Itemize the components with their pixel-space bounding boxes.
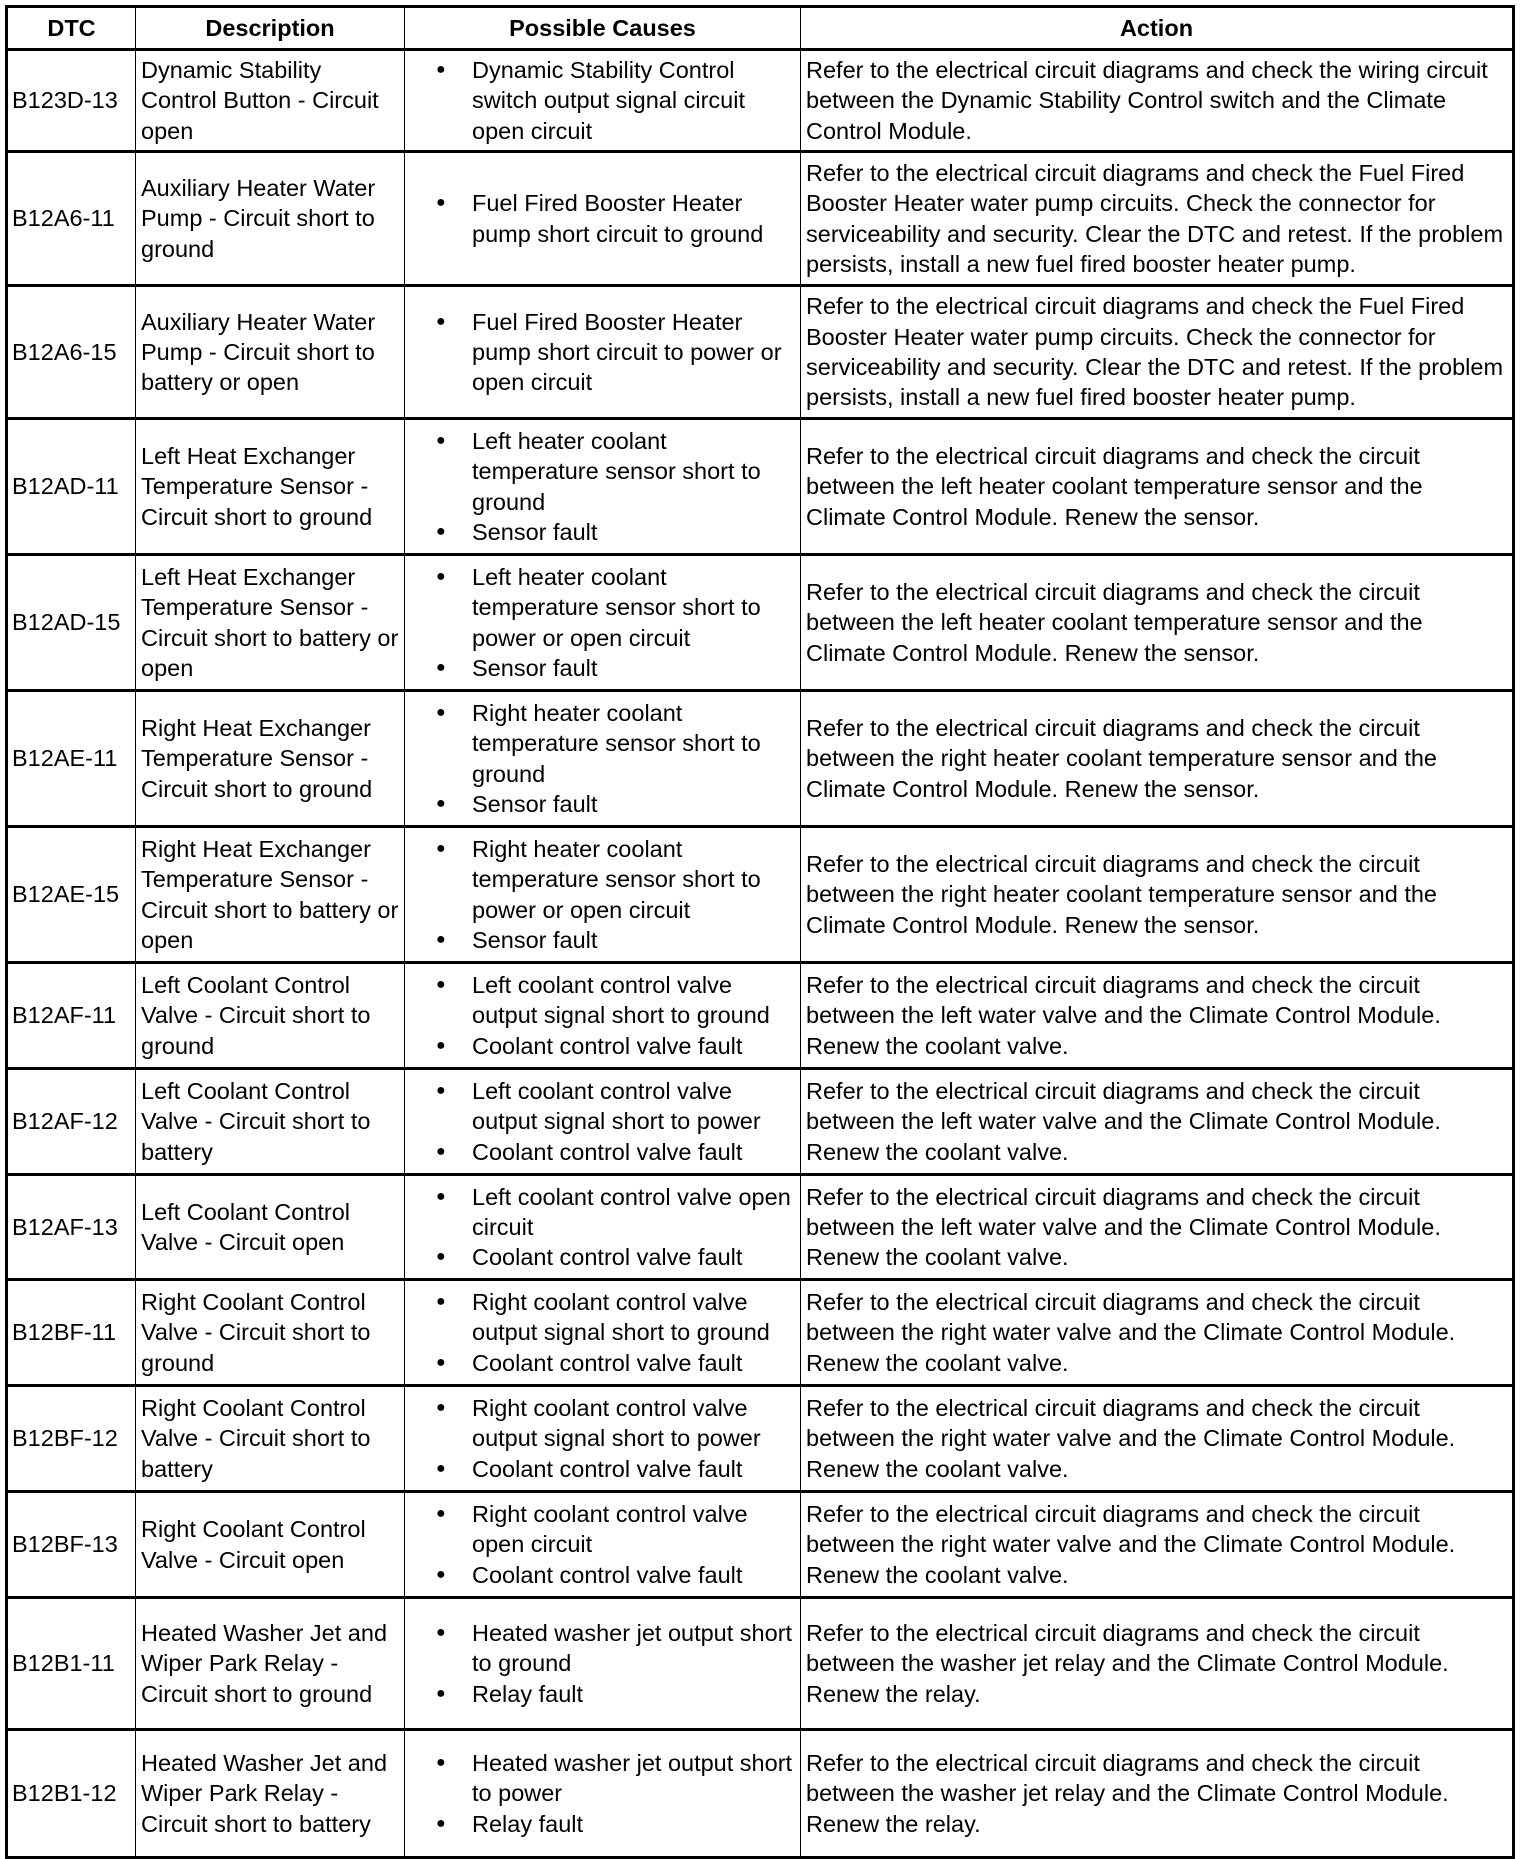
cause-item	[436, 1393, 795, 1454]
dtc-description: Heated Washer Jet and Wiper Park Relay - Circuit short to ground	[136, 1598, 405, 1730]
causes-list	[410, 426, 795, 547]
cause-item	[436, 653, 795, 683]
header-description: Description	[136, 7, 405, 50]
dtc-description: Left Coolant Control Valve - Circuit short to battery	[136, 1069, 405, 1175]
dtc-code: B12AE-11	[7, 691, 136, 827]
dtc-action: Refer to the electrical circuit diagrams and check the circuit between the left water valve and the Climate Control Module. Renew the coolant valve.	[801, 1069, 1514, 1175]
causes-list	[410, 1287, 795, 1378]
bullet-icon: ●	[436, 658, 446, 676]
table-row	[7, 1386, 1514, 1492]
bullet-icon: ●	[436, 1248, 446, 1266]
dtc-description: Heated Washer Jet and Wiper Park Relay - Circuit short to battery	[136, 1730, 405, 1858]
cause-item	[436, 307, 795, 398]
cause-text: Coolant control valve fault	[472, 1032, 743, 1059]
cause-item	[436, 1348, 795, 1378]
dtc-description: Right Heat Exchanger Temperature Sensor - Circuit short to ground	[136, 691, 405, 827]
causes-list	[410, 1499, 795, 1590]
cause-text: Left coolant control valve open circuit	[472, 1183, 791, 1240]
dtc-action: Refer to the electrical circuit diagrams and check the circuit between the left heater coolant temperature sensor and the Climate Control Module. Renew the sensor.	[801, 555, 1514, 691]
dtc-action: Refer to the electrical circuit diagrams and check the circuit between the left water valve and the Climate Control Module. Renew the coolant valve.	[801, 963, 1514, 1069]
cause-item	[436, 188, 795, 249]
dtc-description: Right Coolant Control Valve - Circuit short to ground	[136, 1280, 405, 1386]
table-row	[7, 1069, 1514, 1175]
bullet-icon: ●	[436, 1082, 446, 1100]
dtc-code: B123D-13	[7, 50, 136, 152]
bullet-icon: ●	[436, 522, 446, 540]
cause-item	[436, 1560, 795, 1590]
cause-text: Right coolant control valve output signal short to ground	[472, 1289, 770, 1346]
dtc-action: Refer to the electrical circuit diagrams and check the circuit between the washer jet relay and the Climate Control Module. Renew the relay.	[801, 1598, 1514, 1730]
bullet-icon: ●	[436, 1505, 446, 1523]
dtc-description: Left Coolant Control Valve - Circuit short to ground	[136, 963, 405, 1069]
possible-causes	[405, 1598, 801, 1730]
cause-item	[436, 1287, 795, 1348]
cause-item	[436, 1809, 795, 1839]
table-row	[7, 691, 1514, 827]
bullet-icon: ●	[436, 794, 446, 812]
dtc-action: Refer to the electrical circuit diagrams and check the circuit between the left heater coolant temperature sensor and the Climate Control Module. Renew the sensor.	[801, 419, 1514, 555]
table-row	[7, 1730, 1514, 1858]
table-row	[7, 1280, 1514, 1386]
possible-causes	[405, 827, 801, 963]
dtc-code: B12AE-15	[7, 827, 136, 963]
dtc-description: Left Heat Exchanger Temperature Sensor - Circuit short to ground	[136, 419, 405, 555]
dtc-description: Right Coolant Control Valve - Circuit short to battery	[136, 1386, 405, 1492]
possible-causes	[405, 1492, 801, 1598]
causes-list	[410, 698, 795, 819]
table-row	[7, 1492, 1514, 1598]
dtc-action: Refer to the electrical circuit diagrams and check the Fuel Fired Booster Heater water pump circuits. Check the connector for serviceability and security. Clear the DTC and retest. If the problem persists, install a new fuel fired booster heater pump.	[801, 152, 1514, 286]
possible-causes	[405, 691, 801, 827]
table-row	[7, 152, 1514, 286]
cause-text: Coolant control valve fault	[472, 1561, 743, 1588]
dtc-code: B12A6-15	[7, 286, 136, 419]
cause-item	[436, 1076, 795, 1137]
table-body	[7, 50, 1514, 1858]
bullet-icon: ●	[436, 1624, 446, 1642]
cause-text: Heated washer jet output short to ground	[472, 1620, 793, 1677]
cause-text: Left heater coolant temperature sensor short to power or open circuit	[472, 563, 761, 651]
possible-causes	[405, 419, 801, 555]
bullet-icon: ●	[436, 930, 446, 948]
dtc-code: B12AD-15	[7, 555, 136, 691]
possible-causes	[405, 1175, 801, 1280]
dtc-code: B12A6-11	[7, 152, 136, 286]
dtc-code: B12BF-13	[7, 1492, 136, 1598]
header-dtc: DTC	[7, 7, 136, 50]
bullet-icon: ●	[436, 1754, 446, 1772]
dtc-description: Dynamic Stability Control Button - Circuit open	[136, 50, 405, 152]
cause-item	[436, 1242, 795, 1272]
cause-item	[436, 698, 795, 789]
cause-text: Coolant control valve fault	[472, 1455, 743, 1482]
bullet-icon: ●	[436, 1565, 446, 1583]
possible-causes	[405, 555, 801, 691]
possible-causes	[405, 1730, 801, 1858]
cause-item	[436, 1137, 795, 1167]
cause-item	[436, 925, 795, 955]
bullet-icon: ●	[436, 1459, 446, 1477]
dtc-description: Left Coolant Control Valve - Circuit open	[136, 1175, 405, 1280]
bullet-icon: ●	[436, 1684, 446, 1702]
bullet-icon: ●	[436, 194, 446, 212]
possible-causes	[405, 286, 801, 419]
dtc-description: Auxiliary Heater Water Pump - Circuit short to battery or open	[136, 286, 405, 419]
cause-text: Right coolant control valve open circuit	[472, 1501, 748, 1558]
cause-item	[436, 426, 795, 517]
dtc-description: Right Heat Exchanger Temperature Sensor - Circuit short to battery or open	[136, 827, 405, 963]
causes-list	[410, 562, 795, 683]
cause-text: Sensor fault	[472, 926, 598, 953]
table-row	[7, 1175, 1514, 1280]
cause-item	[436, 1182, 795, 1243]
cause-text: Coolant control valve fault	[472, 1349, 743, 1376]
bullet-icon: ●	[436, 1187, 446, 1205]
bullet-icon: ●	[436, 1814, 446, 1832]
cause-item	[436, 1618, 795, 1679]
bullet-icon: ●	[436, 431, 446, 449]
dtc-code: B12AF-12	[7, 1069, 136, 1175]
dtc-action: Refer to the electrical circuit diagrams and check the circuit between the right water valve and the Climate Control Module. Renew the coolant valve.	[801, 1492, 1514, 1598]
causes-list	[410, 188, 795, 249]
bullet-icon: ●	[436, 1036, 446, 1054]
bullet-icon: ●	[436, 61, 446, 79]
cause-text: Heated washer jet output short to power	[472, 1750, 793, 1807]
table-row	[7, 555, 1514, 691]
causes-list	[410, 1393, 795, 1484]
causes-list	[410, 1618, 795, 1709]
bullet-icon: ●	[436, 976, 446, 994]
dtc-code: B12B1-11	[7, 1598, 136, 1730]
table-row	[7, 419, 1514, 555]
dtc-code: B12AF-13	[7, 1175, 136, 1280]
cause-text: Right coolant control valve output signal short to power	[472, 1395, 761, 1452]
cause-text: Dynamic Stability Control switch output signal circuit open circuit	[472, 57, 745, 144]
cause-text: Left coolant control valve output signal short to power	[472, 1078, 761, 1135]
cause-item	[436, 55, 795, 146]
cause-text: Relay fault	[472, 1810, 584, 1837]
causes-list	[410, 307, 795, 398]
bullet-icon: ●	[436, 703, 446, 721]
table-row	[7, 1598, 1514, 1730]
cause-item	[436, 834, 795, 925]
dtc-action: Refer to the electrical circuit diagrams and check the Fuel Fired Booster Heater water pump circuits. Check the connector for serviceability and security. Clear the DTC and retest. If the problem persists, install a new fuel fired booster heater pump.	[801, 286, 1514, 419]
causes-list	[410, 1076, 795, 1167]
possible-causes	[405, 152, 801, 286]
cause-text: Relay fault	[472, 1680, 584, 1707]
table-row	[7, 963, 1514, 1069]
possible-causes	[405, 1386, 801, 1492]
cause-item	[436, 1679, 795, 1709]
bullet-icon: ●	[436, 312, 446, 330]
bullet-icon: ●	[436, 1293, 446, 1311]
cause-item	[436, 1454, 795, 1484]
causes-list	[410, 55, 795, 146]
possible-causes	[405, 50, 801, 152]
cause-item	[436, 1031, 795, 1061]
cause-text: Left heater coolant temperature sensor short to ground	[472, 427, 761, 515]
cause-item	[436, 1499, 795, 1560]
dtc-action: Refer to the electrical circuit diagrams and check the circuit between the right heater coolant temperature sensor and the Climate Control Module. Renew the sensor.	[801, 691, 1514, 827]
dtc-table	[5, 5, 1515, 1859]
table-header-row	[7, 7, 1514, 50]
dtc-action: Refer to the electrical circuit diagrams and check the wiring circuit between the Dynamic Stability Control switch and the Climate Control Module.	[801, 50, 1514, 152]
dtc-action: Refer to the electrical circuit diagrams and check the circuit between the right heater coolant temperature sensor and the Climate Control Module. Renew the sensor.	[801, 827, 1514, 963]
cause-text: Right heater coolant temperature sensor short to ground	[472, 699, 761, 787]
header-action: Action	[801, 7, 1514, 50]
table-row	[7, 286, 1514, 419]
causes-list	[410, 1748, 795, 1839]
dtc-description: Auxiliary Heater Water Pump - Circuit short to ground	[136, 152, 405, 286]
bullet-icon: ●	[436, 567, 446, 585]
possible-causes	[405, 1069, 801, 1175]
cause-item	[436, 1748, 795, 1809]
dtc-description: Right Coolant Control Valve - Circuit open	[136, 1492, 405, 1598]
cause-text: Right heater coolant temperature sensor short to power or open circuit	[472, 835, 761, 923]
table-row	[7, 827, 1514, 963]
cause-text: Left coolant control valve output signal short to ground	[472, 972, 770, 1029]
cause-text: Fuel Fired Booster Heater pump short circuit to power or open circuit	[472, 308, 782, 396]
causes-list	[410, 834, 795, 955]
possible-causes	[405, 1280, 801, 1386]
bullet-icon: ●	[436, 1353, 446, 1371]
cause-text: Sensor fault	[472, 654, 598, 681]
bullet-icon: ●	[436, 839, 446, 857]
cause-text: Coolant control valve fault	[472, 1244, 743, 1271]
cause-item	[436, 789, 795, 819]
dtc-code: B12BF-12	[7, 1386, 136, 1492]
dtc-action: Refer to the electrical circuit diagrams and check the circuit between the left water valve and the Climate Control Module. Renew the coolant valve.	[801, 1175, 1514, 1280]
cause-text: Sensor fault	[472, 518, 598, 545]
table-row	[7, 50, 1514, 152]
bullet-icon: ●	[436, 1142, 446, 1160]
dtc-code: B12B1-12	[7, 1730, 136, 1858]
cause-text: Sensor fault	[472, 790, 598, 817]
cause-text: Coolant control valve fault	[472, 1138, 743, 1165]
cause-text: Fuel Fired Booster Heater pump short circuit to ground	[472, 190, 764, 247]
dtc-action: Refer to the electrical circuit diagrams and check the circuit between the washer jet relay and the Climate Control Module. Renew the relay.	[801, 1730, 1514, 1858]
cause-item	[436, 970, 795, 1031]
dtc-description: Left Heat Exchanger Temperature Sensor - Circuit short to battery or open	[136, 555, 405, 691]
bullet-icon: ●	[436, 1399, 446, 1417]
cause-item	[436, 517, 795, 547]
causes-list	[410, 970, 795, 1061]
dtc-code: B12BF-11	[7, 1280, 136, 1386]
cause-item	[436, 562, 795, 653]
dtc-code: B12AF-11	[7, 963, 136, 1069]
dtc-action: Refer to the electrical circuit diagrams and check the circuit between the right water valve and the Climate Control Module. Renew the coolant valve.	[801, 1386, 1514, 1492]
dtc-code: B12AD-11	[7, 419, 136, 555]
dtc-action: Refer to the electrical circuit diagrams and check the circuit between the right water valve and the Climate Control Module. Renew the coolant valve.	[801, 1280, 1514, 1386]
possible-causes	[405, 963, 801, 1069]
header-possible-causes: Possible Causes	[405, 7, 801, 50]
causes-list	[410, 1182, 795, 1273]
